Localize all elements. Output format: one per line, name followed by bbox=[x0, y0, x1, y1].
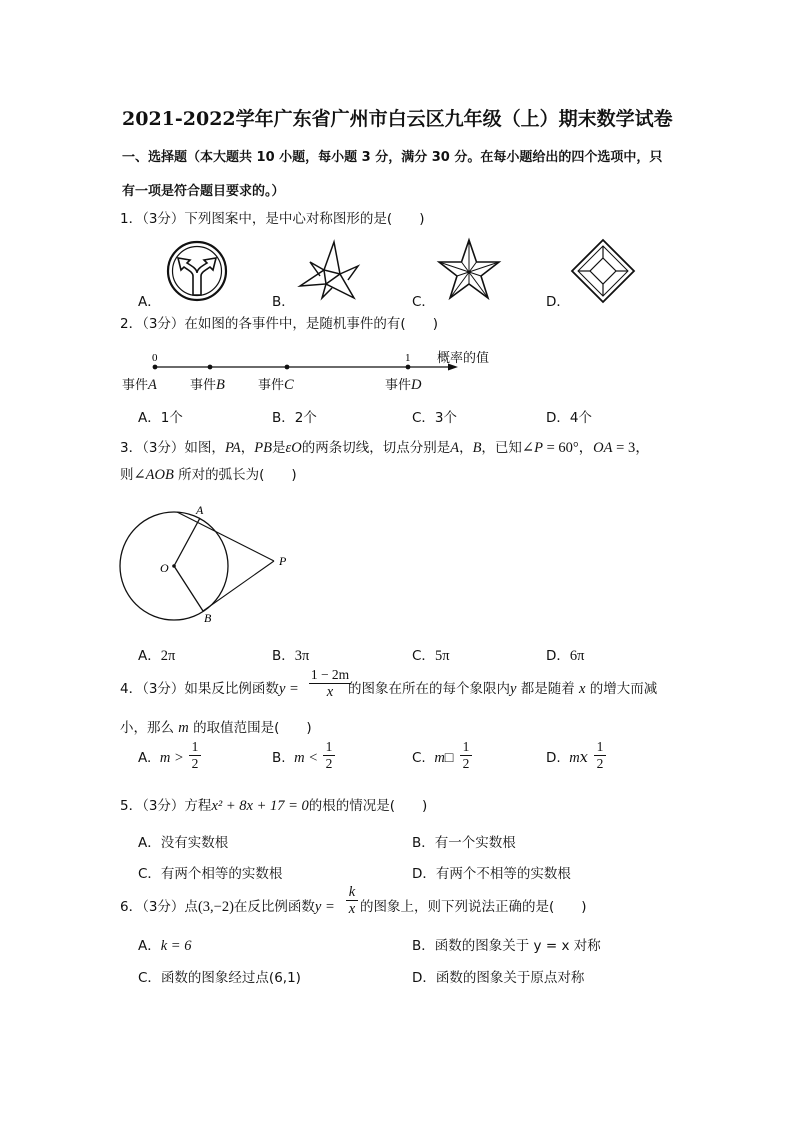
q5-option-a: A．没有实数根 bbox=[138, 835, 229, 851]
q2-option-d: D．4个 bbox=[546, 410, 592, 426]
svg-text:A: A bbox=[196, 503, 204, 517]
q4-option-b: B. m < bbox=[272, 750, 319, 766]
q4-option-c: C. m□ bbox=[412, 750, 454, 766]
question-2-stem: 2．（3分）在如图的各事件中，是随机事件的有( ) bbox=[120, 316, 438, 332]
svg-text:P: P bbox=[279, 554, 287, 568]
q4-option-d-fraction: 1 2 bbox=[594, 739, 606, 772]
axis-one-label: 1 bbox=[405, 352, 411, 364]
svg-text:B: B bbox=[204, 611, 212, 625]
q4-option-d: D. m𝑥 bbox=[546, 750, 588, 766]
q6-option-d: D．函数的图象关于原点对称 bbox=[412, 970, 585, 986]
question-6-stem-part1: 6．（3分）点(3,−2)在反比例函数y = bbox=[120, 899, 335, 915]
q4-option-a: A. m > bbox=[138, 750, 184, 766]
q6-option-c: C．函数的图象经过点(6,1) bbox=[138, 970, 301, 986]
q5-option-d: D．有两个不相等的实数根 bbox=[412, 866, 571, 882]
q1-option-c: C． bbox=[412, 294, 435, 310]
question-1-stem: 1．（3分）下列图案中，是中心对称图形的是( ) bbox=[120, 211, 425, 227]
q4-option-a-fraction: 1 2 bbox=[189, 739, 201, 772]
q6-fraction: k x bbox=[346, 884, 358, 917]
axis-zero-label: 0 bbox=[152, 352, 158, 364]
q6-option-b: B．函数的图象关于 y = x 对称 bbox=[412, 938, 601, 954]
q3-option-b: B．3π bbox=[272, 648, 310, 664]
section-header-line2: 有一项是符合题目要求的。） bbox=[122, 184, 285, 199]
event-c-label: 事件C bbox=[258, 377, 294, 393]
q3-option-c: C．5π bbox=[412, 648, 450, 664]
q4-option-b-fraction: 1 2 bbox=[323, 739, 335, 772]
question-4-stem-part1: 4．（3分）如果反比例函数y = bbox=[120, 681, 299, 697]
q1-figure-b bbox=[296, 240, 362, 302]
q1-figure-c bbox=[436, 238, 502, 302]
q3-option-d: D．6π bbox=[546, 648, 585, 664]
q4-fraction: 1 − 2m x bbox=[310, 667, 350, 700]
axis-label: 概率的值 bbox=[437, 351, 490, 366]
q3-option-a: A．2π bbox=[138, 648, 176, 664]
event-a-label: 事件A bbox=[122, 377, 157, 393]
q1-option-b: B． bbox=[272, 294, 295, 310]
q1-figure-a bbox=[164, 240, 230, 304]
section-header-line1: 一、选择题（本大题共 10 小题，每小题 3 分，满分 30 分。在每小题给出的四个选项中，只 bbox=[122, 150, 663, 165]
q1-option-a: A． bbox=[138, 294, 161, 310]
question-5-stem: 5．（3分）方程x² + 8x + 17 = 0的根的情况是( ) bbox=[120, 798, 428, 814]
question-6-stem-part2: 的图象上，则下列说法正确的是( ) bbox=[360, 899, 587, 915]
q1-option-d: D． bbox=[546, 294, 570, 310]
q6-option-a: A．k = 6 bbox=[138, 938, 192, 954]
question-3-stem-line2: 则∠AOB 所对的弧长为( ) bbox=[120, 467, 297, 483]
question-4-stem-part2: 的图象在所在的每个象限内y 都是随着 x 的增大而减 bbox=[348, 681, 658, 697]
question-3-stem-line1: 3．（3分）如图，PA，PB是εO的两条切线，切点分别是A，B，已知∠P = 60°，OA = 3， bbox=[120, 440, 650, 456]
question-4-stem-line2: 小，那么 m 的取值范围是( ) bbox=[120, 720, 312, 736]
event-d-label: 事件D bbox=[385, 377, 422, 393]
q2-option-b: B．2个 bbox=[272, 410, 317, 426]
q2-option-c: C．3个 bbox=[412, 410, 458, 426]
q2-option-a: A．1个 bbox=[138, 410, 183, 426]
svg-text:O: O bbox=[160, 561, 169, 575]
q5-option-c: C．有两个相等的实数根 bbox=[138, 866, 283, 882]
q3-circle-tangent-figure bbox=[118, 498, 298, 628]
q5-option-b: B．有一个实数根 bbox=[412, 835, 516, 851]
event-b-label: 事件B bbox=[190, 377, 225, 393]
page-title: 2021-2022学年广东省广州市白云区九年级（上）期末数学试卷 bbox=[122, 108, 673, 130]
q4-option-c-fraction: 1 2 bbox=[460, 739, 472, 772]
q1-figure-d bbox=[570, 238, 636, 304]
